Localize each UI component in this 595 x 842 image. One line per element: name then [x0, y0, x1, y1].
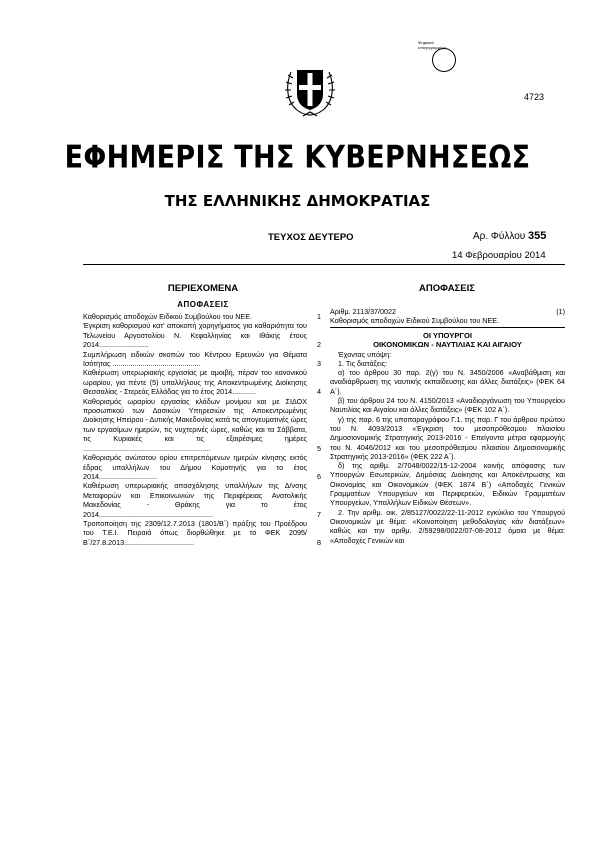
decision-reference — [330, 307, 565, 316]
sheet-label: Αρ. Φύλλου — [473, 231, 526, 242]
toc-item[interactable] — [83, 368, 323, 396]
toc-item-page: 7 — [317, 509, 321, 519]
issue-label: ΤΕΥΧΟΣ ΔΕΥΤΕΡΟ — [268, 232, 354, 243]
toc-item[interactable] — [83, 321, 323, 349]
toc-item[interactable] — [83, 453, 323, 481]
toc-item[interactable] — [83, 481, 323, 519]
subject-divider — [330, 327, 565, 328]
toc-item-text: Συμπλήρωση ειδικών σκοπών του Κέντρου Ερευνών για Θέματα Ισότητας ............................................ — [83, 349, 307, 369]
issue-date: 14 Φεβρουαρίου 2014 — [452, 250, 546, 261]
toc-item-text: Καθορισμός αποδοχών Ειδικού Συμβούλου του ΝΕΕ. — [83, 312, 253, 321]
toc-item-page: 6 — [317, 471, 321, 481]
toc-item-page: 5 — [317, 443, 321, 453]
greek-coat-of-arms-icon — [283, 60, 337, 124]
toc-item-page: 8 — [317, 537, 321, 547]
contents-section-heading: ΑΠΟΦΑΣΕΙΣ — [177, 300, 229, 309]
paragraph: α) του άρθρου 30 παρ. 2(γ) του Ν. 3450/2006 «Αναβάθμιση και αναδιάρθρωση της ναυτικής εκπαίδευσης και άλλες διατάξεις» (ΦΕΚ 64 Α΄). — [330, 368, 565, 396]
header-divider — [83, 264, 565, 265]
provisions-intro: 1. Τις διατάξεις: — [338, 358, 388, 368]
toc-item-text: Τροποποίηση της 2309/12.7.2013 (1801/Β΄) πράξης του Προέδρου του Τ.Ε.Ι. Πειραιά όπως διορθώθηκε με το ΦΕΚ 2095/Β΄/27.8.2013................................... — [83, 518, 307, 547]
toc-item-text: Καθιέρωση υπερωριακής εργασίας με αμοιβή, πέραν του κανονικού ωραρίου, για πέντε (5) υπαλλήλους της Αποκεντρωμένης Διοίκησης Θεσσαλίας - Στερεάς Ελλάδας για το έτος 2014............ — [83, 368, 307, 397]
paragraph: 2. Την αριθμ. οικ. 2/85127/0022/22-11-2012 εγκύκλιο του Υπουργού Οικονομικών με θέμα: «Κοινοποίηση μεθοδολογίας κάν διατάξεων» καθώς και την αριθμ. 2/59298/0022/07-08-2012 όμοια με θέμα: «Αποδοχές Γενικών και — [330, 507, 565, 545]
decision-body — [330, 307, 565, 545]
toc-item-page: 4 — [317, 387, 321, 397]
toc-item-text: Έγκριση καθορισμού κατ’ αποκοπή χορηγήματος για καθαριότητα του Τελωνείου Αργοστολίου Ν. Κεφαλληνίας και Ιθάκης έτους 2014......................... — [83, 321, 307, 350]
toc-item-text: Καθορισμός ανώτατου ορίου επιτρεπόμενων ημερών κίνησης εκτός έδρας υπαλλήλων του Δήμου Κομοτηνής για το έτος 2014............................. — [83, 453, 307, 481]
paragraph: δ) της αριθμ. 2/7048/0022/15-12-2004 κοινής απόφασης των Υπουργών Εσωτερικών, Δημόσιας Διοίκησης και Αποκέντρωσης και Οικονομίας και Οικονομικών (ΦΕΚ 1874 Β΄) «Αποδοχές Γενικών Γραμματέων Υπουργείων και Περιφερειών, Ειδικών Γραμματέων Υπουργείων, Υπαλλήλων Ειδικών Θέσεων». — [330, 461, 565, 508]
decision-index: (1) — [556, 307, 565, 316]
contents-heading: ΠΕΡΙΕΧΟΜΕΝΑ — [167, 283, 239, 294]
sheet-value: 355 — [528, 230, 547, 242]
paragraph: β) του άρθρου 24 του Ν. 4150/2013 «Αναδιοργάνωση του Υπουργείου Ναυτιλίας και Αιγαίου και άλλες διατάξεις» (ΦΕΚ 102 Α΄). — [330, 396, 565, 415]
stamp-text: Ψηφιακά υπογεγραμμένο — [418, 40, 447, 50]
having-in-mind: Έχοντας υπόψη: — [338, 349, 392, 359]
paragraph: γ) της παρ. 6 της υποπαραγράφου Γ.1. της παρ. Γ του άρθρου πρώτου του Ν. 4093/2013 «Έγκριση του μεσοπρόθεσμου πλαισίου Δημοσιονομικής Στρατηγικής 2013-2016 - Επείγοντα μέτρα εφαρμογής του Ν. 4046/2012 και του μεσοπρόθεσμου πλαισίου Δημοσιονομικής Στρατηγικής 2013-2016» (ΦΕΚ 222 Α΄). — [330, 414, 565, 461]
signature-seal-icon — [432, 48, 456, 72]
page-number: 4723 — [524, 92, 545, 102]
toc-item-page: 3 — [317, 359, 321, 369]
toc-item[interactable] — [83, 519, 323, 547]
ministries-heading: ΟΙΚΟΝΟΜΙΚΩΝ - ΝΑΥΤΙΛΙΑΣ ΚΑΙ ΑΙΓΑΙΟΥ — [373, 340, 522, 350]
table-of-contents — [83, 312, 323, 547]
digital-signature-stamp — [418, 40, 462, 76]
toc-item-text: Καθιέρωση υπερωριακής απασχόλησης υπαλλήλων της Δ/νσης Μεταφορών και Επικοινωνιών της Περιφέρειας Ανατολικής Μακεδονίας - Θράκης για το έτος 2014......................................................... — [83, 481, 307, 519]
gazette-subtitle: ΤΗΣ ΕΛΛΗΝΙΚΗΣ ΔΗΜΟΚΡΑΤΙΑΣ — [164, 192, 431, 210]
toc-item[interactable] — [83, 312, 323, 321]
toc-item[interactable] — [83, 350, 323, 369]
reference-number: Αριθμ. 2113/37/0022 — [330, 307, 397, 316]
decisions-heading: ΑΠΟΦΑΣΕΙΣ — [419, 283, 475, 294]
decision-subject: Καθορισμός αποδοχών Ειδικού Συμβούλου του ΝΕΕ. — [330, 316, 500, 326]
gazette-title: ΕΦΗΜΕΡΙΣ ΤΗΣ ΚΥΒΕΡΝΗΣΕΩΣ — [64, 140, 531, 176]
ministers-heading: ΟΙ ΥΠΟΥΡΓΟΙ — [423, 330, 472, 340]
sheet-number — [473, 230, 546, 242]
toc-item[interactable] — [83, 397, 323, 453]
toc-item-page: 2 — [317, 340, 321, 350]
toc-item-text: Καθορισμός ωραρίου εργασίας κλάδων μονίμου και με ΣΙΔΟΧ προσωπικού των Δασικών Υπηρεσιών της Αποκεντρωμένης Διοίκησης Ηπείρου - Δυτικής Μακεδονίας κατά τις απογευματινές ώρες των εργασίμων ημερών, τις νυχτερινές ώρες, καθώς και τα Σάββατα, τις Κυριακές και τις εξαιρέσιμες ημέρες ................................................................ — [83, 396, 307, 453]
toc-item-page: 1 — [317, 312, 321, 321]
